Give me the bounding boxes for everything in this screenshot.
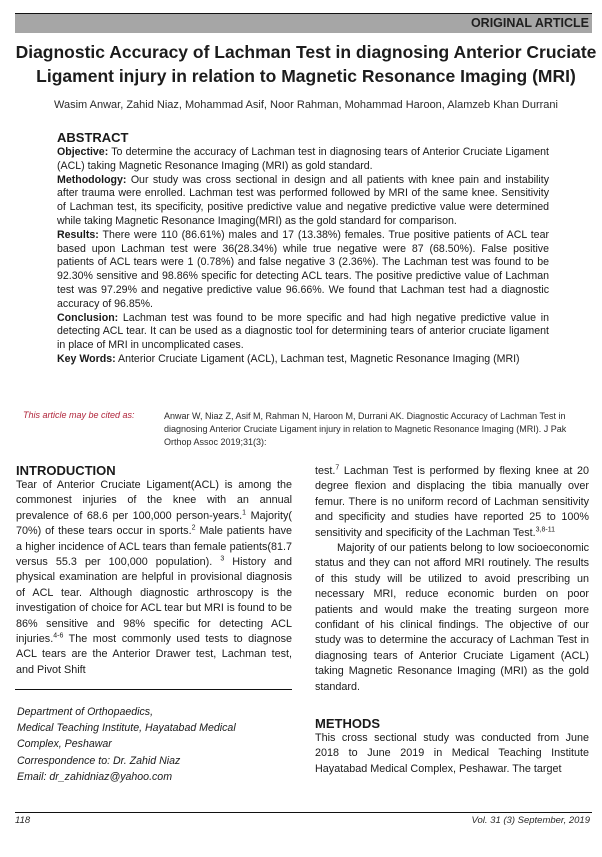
introduction-right-column <box>315 464 589 695</box>
intro-text: Tear of Anterior Cruciate Ligament(ACL) is among the commonest injuries of the knee with an annual prevalence of 68.6 per 100,000 person-years. <box>16 479 292 522</box>
intro-text: Majority( 70%) of these tears occur in sports. <box>16 509 293 538</box>
abstract-heading: ABSTRACT <box>57 130 129 145</box>
abstract-keywords <box>57 353 549 367</box>
introduction-left-column <box>16 463 292 678</box>
intro-text: History and physical examination are helpful in provisional diagnosis of ACL tear. Although diagnostic arthroscopy is the investigation of choice for ACL tear but MRI is found to be 86% sensitive and 98% specific for detecting ACL injuries. <box>16 556 292 646</box>
results-text: There were 110 (86.61%) males and 17 (13.38%) females. True positive patients of ACL tear based upon Lachman test were 36(28.34%) while true negative were 87 (68.50%). False positive patients of ACL tears were 1 (0.78%) and false negative 3 (2.36%). The Lachman test was found to be 92.30% sensitive and 98.86% specific for detecting ACL tears. The positive predictive value of Lachman test was 97.29% and negative predictive value 96.66%. We found that Lachman test had a diagnostic accuracy of 96.85%. <box>57 228 549 310</box>
methods-paragraph: This cross sectional study was conducted from June 2018 to June 2019 in Medical Teaching Institute Hayatabad Medical Complex, Peshawar. The target <box>315 732 589 775</box>
reference-marker[interactable]: 2 <box>191 524 196 532</box>
author-list: Wasim Anwar, Zahid Niaz, Mohammad Asif, Noor Rahman, Mohammad Haroon, Alamzeb Khan Durrani <box>54 99 558 111</box>
reference-marker[interactable]: 1 <box>242 509 247 517</box>
affiliation-divider <box>15 689 292 690</box>
conclusion-text: Lachman test was found to be more specific and had high negative predictive value in detecting ACL tear. It can be used as a diagnostic tool for determining tears of anterior cruciate ligament in place of MRI in uncomplicated cases. <box>57 311 549 352</box>
introduction-paragraph-1 <box>16 478 292 678</box>
intro-text: test. <box>315 465 336 477</box>
introduction-paragraph-2: Majority of our patients belong to low socioeconomic status and they can not afford MRI routinely. The results of this study will be utilized to avoid prescribing un necessary MRI, reduce economic burden on poor patients and would make the treating surgeon more confidant of his clinical findings. The objective of our study was to determine the accuracy of Lachman Test in diagnosing tears of Anterior Cruciate Ligament (ACL) taking Magnetic Resonance Imaging (MRI) as the gold standard. <box>315 542 589 693</box>
conclusion-label: Conclusion: <box>57 311 119 324</box>
results-label: Results: <box>57 228 99 241</box>
affiliation-institute: Medical Teaching Institute, Hayatabad Medical <box>17 722 236 735</box>
intro-text: Lachman Test is performed by flexing knee at 20 degree flexion and displacing the tibia manually over femur. There is no uniform record of Lachman sensitivity and specificity and studies have reported 25 to 100% sensitivity and specificity of the Lachman Test. <box>315 465 589 539</box>
abstract-methodology <box>57 174 549 229</box>
affiliation-department: Department of Orthopaedics, <box>17 706 154 718</box>
methodology-label: Methodology: <box>57 173 127 186</box>
introduction-paragraph-1-continued <box>315 464 589 541</box>
citation-label: This article may be cited as: <box>23 410 135 420</box>
intro-text: The most commonly used tests to diagnose ACL tears are the Anterior Drawer test, Lachman test, and Pivot Shift <box>16 633 292 676</box>
abstract-results <box>57 229 549 312</box>
correspondence: Correspondence to: Dr. Zahid Niaz <box>17 754 181 767</box>
keywords-text: Anterior Cruciate Ligament (ACL), Lachman test, Magnetic Resonance Imaging (MRI) <box>115 352 520 365</box>
methodology-text: Our study was cross sectional in design and all patients with knee pain and instability after trauma were enrolled. Lachman test was performed followed by MRI of the same knee. Sensitivity of Lachman test, its specificity, positive predictive value and negative predictive value were determined while taking Magnetic Resonance Imaging(MRI) as the gold standard for comparison. <box>57 173 549 227</box>
methods-heading: METHODS <box>315 716 380 731</box>
objective-text: To determine the accuracy of Lachman test in diagnosing tears of Anterior Cruciate Ligament (ACL) taking Magnetic Resonance Imaging (MRI) as gold standard. <box>57 146 549 172</box>
abstract-conclusion <box>57 312 549 353</box>
author-affiliation <box>17 704 297 785</box>
section-label: ORIGINAL ARTICLE <box>470 16 589 30</box>
keywords-label: Key Words: <box>57 352 116 365</box>
header-bar <box>15 13 592 33</box>
reference-marker[interactable]: 4-6 <box>53 632 64 640</box>
citation-text: Anwar W, Niaz Z, Asif M, Rahman N, Haroon M, Durrani AK. Diagnostic Accuracy of Lachman Test in diagnosing Anterior Cruciate Ligament injury in relation to Magnetic Resonance Imaging (MRI). J Pak Orthop Assoc 2019;31(3): <box>164 411 567 447</box>
correspondence-email[interactable]: Email: dr_zahidniaz@yahoo.com <box>17 770 173 783</box>
objective-label: Objective: <box>57 146 109 158</box>
affiliation-location: Complex, Peshawar <box>17 738 112 751</box>
abstract <box>57 130 549 367</box>
reference-marker[interactable]: 3,8-11 <box>535 526 555 534</box>
article-title <box>10 40 602 88</box>
introduction-heading: INTRODUCTION <box>16 463 116 478</box>
abstract-objective <box>57 146 549 174</box>
reference-marker[interactable]: 7 <box>335 464 340 472</box>
intro-text: Male patients have a higher incidence of ACL tears than female patients(81.7 versus 55.3 per 100,000 population). <box>16 525 292 569</box>
methods-section <box>315 716 589 777</box>
volume-info: Vol. 31 (3) September, 2019 <box>471 815 590 826</box>
footer-divider <box>15 812 592 813</box>
page-number: 118 <box>15 815 31 826</box>
title-line-2: Ligament injury in relation to Magnetic Resonance Imaging (MRI) <box>36 66 576 86</box>
title-line-1: Diagnostic Accuracy of Lachman Test in diagnosing Anterior Cruciate <box>15 42 597 62</box>
reference-marker[interactable]: 3 <box>220 555 225 563</box>
